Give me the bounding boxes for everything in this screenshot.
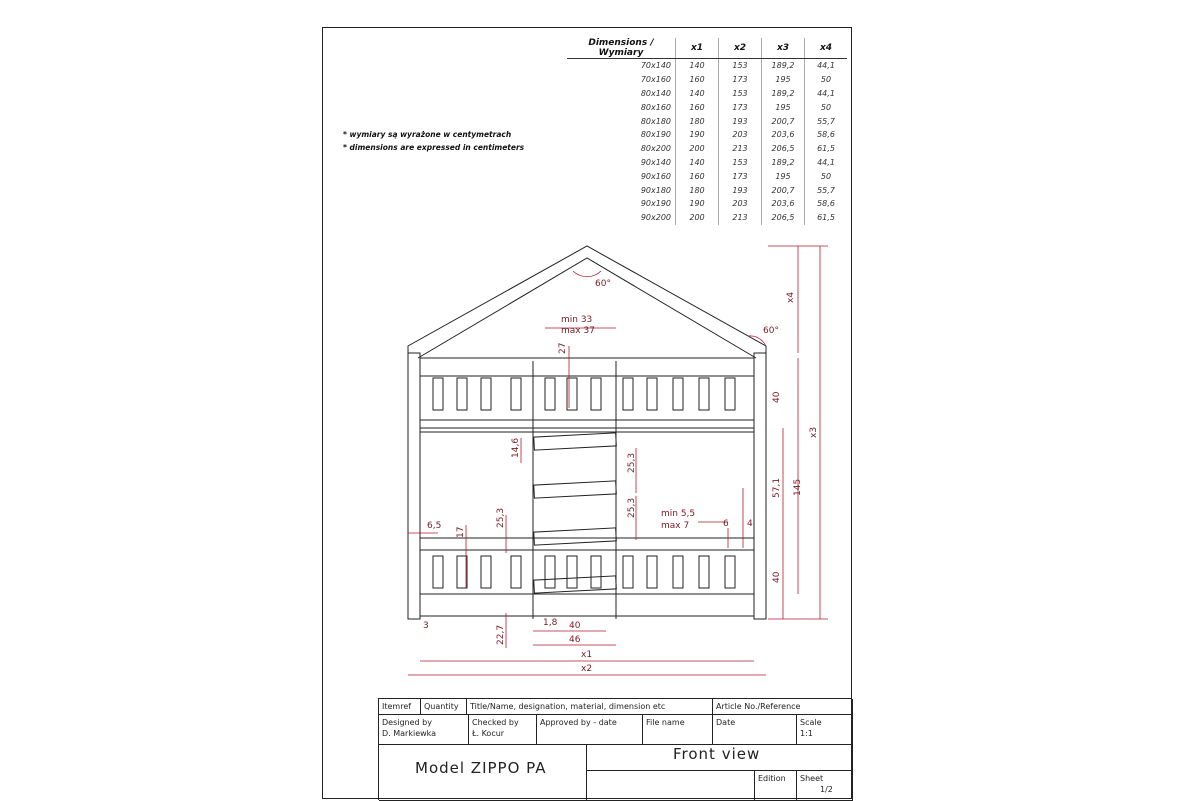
table-header: Dimensions / Wymiary [567,38,676,59]
dim-angle-side: 60° [763,326,779,336]
upper-rail-slots [433,378,735,410]
dim-40-bottom: 40 [772,571,782,583]
ladder-rung [534,481,617,498]
quantity-cell: Quantity [421,699,467,715]
dim-6: 6 [723,519,729,529]
table-cell: 173 [719,100,762,114]
table-cell: 206,5 [762,142,805,156]
table-cell: 160 [676,73,719,87]
dim-max7: max 7 [661,521,690,531]
edition-cell: Edition [755,771,797,801]
dim-571: 57,1 [772,477,782,498]
table-cell: 70x160 [640,75,671,85]
table-cell: 44,1 [805,156,848,170]
dim-65: 6,5 [427,521,442,531]
ladder-rung [534,433,617,450]
dim-17: 17 [456,526,466,538]
approved-cell: Approved by - date [537,715,643,745]
table-cell: 80x160 [640,102,671,112]
checked-by-label: Checked by [472,718,519,727]
ladder-rung [534,528,617,545]
upper-rail [420,358,754,428]
table-cell: 44,1 [805,59,848,73]
itemref-cell: Itemref [379,699,421,715]
designed-by-label: Designed by [382,718,432,727]
table-header: x4 [805,38,848,59]
table-cell: 90x200 [640,213,671,223]
dim-x2: x2 [581,664,593,674]
sheet-label: Sheet [800,774,824,783]
table-cell: 58,6 [805,197,848,211]
table-cell: 80x190 [640,130,671,140]
table-cell: 213 [719,211,762,225]
dim-227: 22,7 [496,624,506,645]
table-cell: 80x180 [640,116,671,126]
table-cell: 213 [719,142,762,156]
left-post [408,353,420,619]
table-cell: 61,5 [805,211,848,225]
sheet-cell [797,771,853,801]
scale-cell [797,715,853,745]
note-english: * dimensions are expressed in centimeters [343,143,525,152]
table-cell: 189,2 [762,156,805,170]
right-post [754,353,766,619]
dim-18: 1,8 [543,618,558,628]
dim-x1: x1 [581,650,593,660]
table-cell: 50 [805,100,848,114]
table-cell: 80x140 [640,88,671,98]
dim-min55: min 5,5 [661,509,696,519]
file-name-cell: File name [643,715,713,745]
table-cell: 193 [719,114,762,128]
checked-by-cell [469,715,537,745]
table-cell: 160 [676,100,719,114]
table-cell: 180 [676,183,719,197]
table-header: x1 [676,38,719,59]
lower-rail-slots [433,556,735,588]
dim-145: 145 [793,478,803,496]
table-cell: 58,6 [805,128,848,142]
table-cell: 50 [805,73,848,87]
table-cell: 90x190 [640,199,671,209]
dim-3: 3 [423,621,429,631]
front-view-drawing [323,28,853,698]
bed-frame [420,594,754,616]
dim-x4: x4 [786,291,796,303]
dim-angle-top: 60° [595,279,611,289]
dim-46: 46 [569,635,581,645]
designer-name: D. Markiewka [382,729,437,738]
table-cell: 203,6 [762,128,805,142]
article-cell: Article No./Reference [713,699,853,715]
drawing-sheet [322,27,852,799]
dim-40-width: 40 [569,621,581,631]
table-cell: 55,7 [805,183,848,197]
table-cell: 195 [762,100,805,114]
table-cell: 173 [719,73,762,87]
dim-253-c: 25,3 [496,507,506,528]
dim-min33: min 33 [561,315,593,325]
dim-x3: x3 [809,426,819,438]
table-cell: 61,5 [805,142,848,156]
checker-name: Ł. Kocur [472,729,505,738]
table-cell: 200,7 [762,183,805,197]
table-header: x3 [762,38,805,59]
table-cell: 195 [762,73,805,87]
dim-253-a: 25,3 [627,452,637,473]
table-cell: 90x180 [640,185,671,195]
table-cell: 70x140 [640,61,671,71]
table-cell: 140 [676,59,719,73]
table-cell: 140 [676,87,719,101]
table-cell: 189,2 [762,87,805,101]
table-cell: 90x140 [640,157,671,167]
dim-40-top: 40 [772,391,782,403]
table-cell: 160 [676,169,719,183]
table-cell: 203 [719,128,762,142]
scale-label: Scale [800,718,822,727]
table-cell: 173 [719,169,762,183]
table-cell: 153 [719,156,762,170]
table-header: x2 [719,38,762,59]
roof-outline [408,246,766,353]
table-cell: 206,5 [762,211,805,225]
date-cell: Date [713,715,797,745]
table-cell: 200,7 [762,114,805,128]
dim-max37: max 37 [561,326,595,336]
table-cell: 190 [676,197,719,211]
dim-146: 14,6 [511,437,521,458]
table-cell: 193 [719,183,762,197]
note-polish: * wymiary są wyrażone w centymetrach [343,130,512,139]
dim-27: 27 [558,342,568,354]
designed-by-cell [379,715,469,745]
table-cell: 140 [676,156,719,170]
table-cell: 44,1 [805,87,848,101]
roof-inner [418,258,756,358]
ladder-rung [534,576,617,593]
table-cell: 55,7 [805,114,848,128]
table-cell: 195 [762,169,805,183]
sheet-value: 1/2 [820,785,833,794]
table-cell: 90x160 [640,171,671,181]
table-cell: 200 [676,142,719,156]
view-name: Front view [587,745,853,771]
table-cell: 200 [676,211,719,225]
table-cell: 153 [719,87,762,101]
table-cell: 50 [805,169,848,183]
table-cell: 180 [676,114,719,128]
scale-value: 1:1 [800,729,813,738]
blank-cell [587,771,755,801]
table-cell: 80x200 [640,144,671,154]
model-name: Model ZIPPO PA [379,745,587,801]
table-cell: 190 [676,128,719,142]
table-cell: 203,6 [762,197,805,211]
table-cell: 153 [719,59,762,73]
dim-253-b: 25,3 [627,497,637,518]
lower-rail [420,538,754,594]
table-cell: 203 [719,197,762,211]
table-cell: 189,2 [762,59,805,73]
dim-4: 4 [747,519,753,529]
title-name-cell: Title/Name, designation, material, dimension etc [467,699,713,715]
title-block [378,698,852,800]
